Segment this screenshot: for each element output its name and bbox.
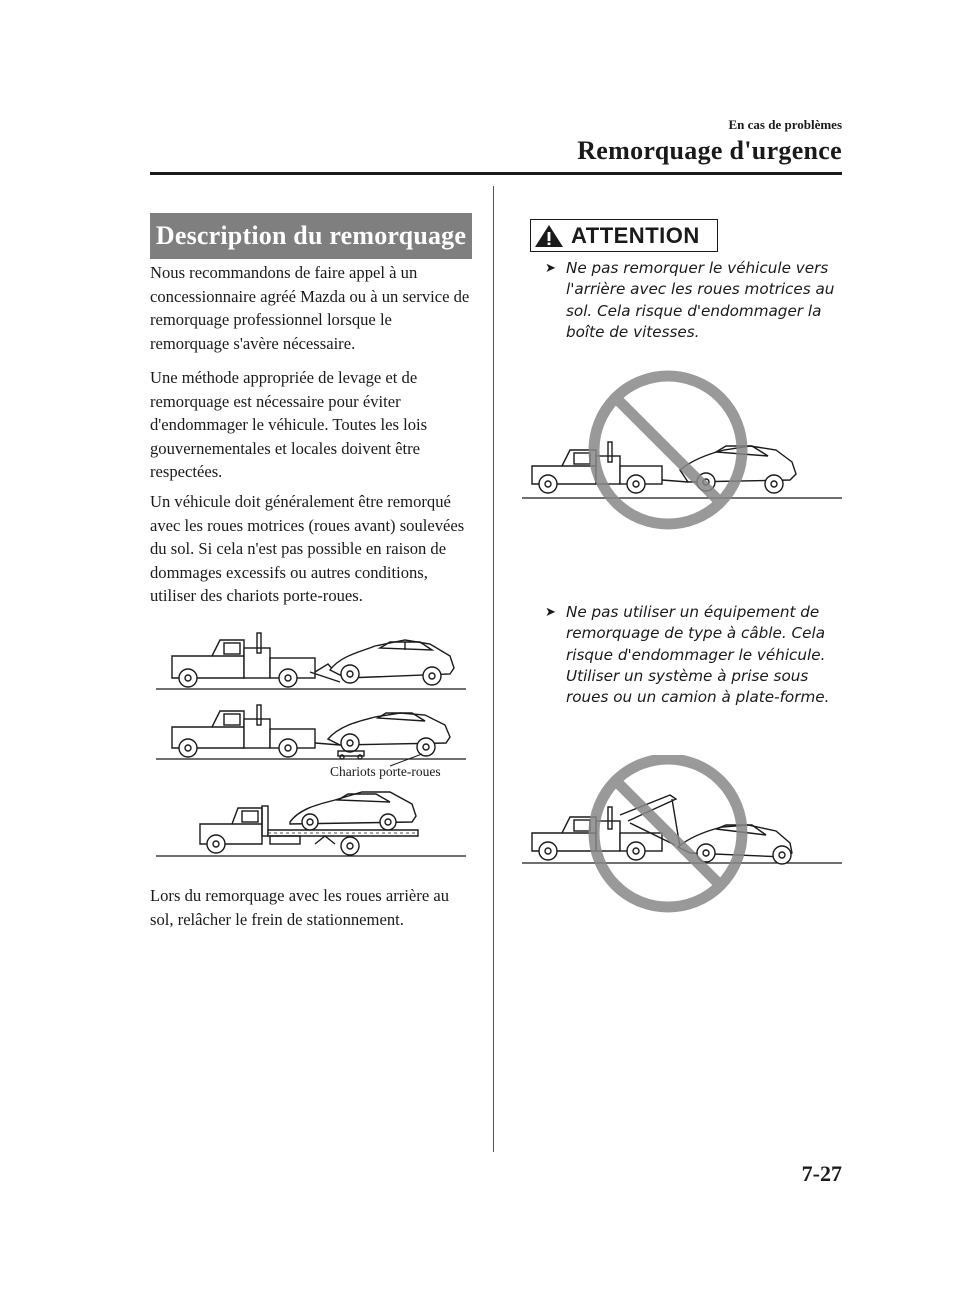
bullet-arrow-icon: ➤ (545, 261, 556, 276)
page-title: Remorquage d'urgence (577, 136, 842, 165)
section-title: Description du remorquage (150, 213, 472, 259)
prohibited-backward-tow-illustration (520, 370, 845, 540)
paragraph-4: Lors du remorquage avec les roues arrière au sol, relâcher le frein de stationnement. (150, 886, 450, 929)
attention-box (530, 219, 718, 252)
warning-text-2: Ne pas utiliser un équipement de remorquage de type à câble. Cela risque d'endommager le véhicule. Utiliser un système à prise sous roues ou un camion à plate-forme. (566, 603, 830, 707)
warning-item-1 (545, 258, 840, 343)
bullet-arrow-icon: ➤ (545, 605, 556, 620)
column-divider (493, 186, 494, 1152)
warning-item-2 (545, 602, 840, 708)
warning-triangle-icon (534, 224, 564, 248)
attention-label: ATTENTION (571, 223, 700, 248)
prohibited-cable-tow-illustration (520, 755, 845, 925)
paragraph-3: Un véhicule doit généralement être remorqué avec les roues motrices (roues avant) soulevées du sol. Si cela n'est pas possible en raison de dommages excessifs ou autres conditions, utiliser des chariots porte-roues. (150, 492, 465, 605)
chapter-heading: En cas de problèmes (728, 117, 842, 132)
dolly-label: Chariots porte-roues (330, 764, 441, 779)
wheel-lift-tow-illustration (150, 628, 470, 698)
dolly-label-leader (388, 753, 428, 767)
paragraph-1: Nous recommandons de faire appel à un concessionnaire agréé Mazda ou à un service de remorquage professionnel lorsque le remorquage s'avère nécessaire. (150, 263, 470, 353)
header-rule (150, 172, 842, 175)
warning-text-1: Ne pas remorquer le véhicule vers l'arrière avec les roues motrices au sol. Cela risque d'endommager la boîte de vitesses. (566, 259, 835, 341)
flatbed-tow-illustration (150, 786, 470, 861)
page-number: 7-27 (801, 1161, 842, 1186)
paragraph-2: Une méthode appropriée de levage et de remorquage est nécessaire pour éviter d'endommager le véhicule. Toutes les lois gouvernementales et locales doivent être respectées. (150, 368, 428, 481)
